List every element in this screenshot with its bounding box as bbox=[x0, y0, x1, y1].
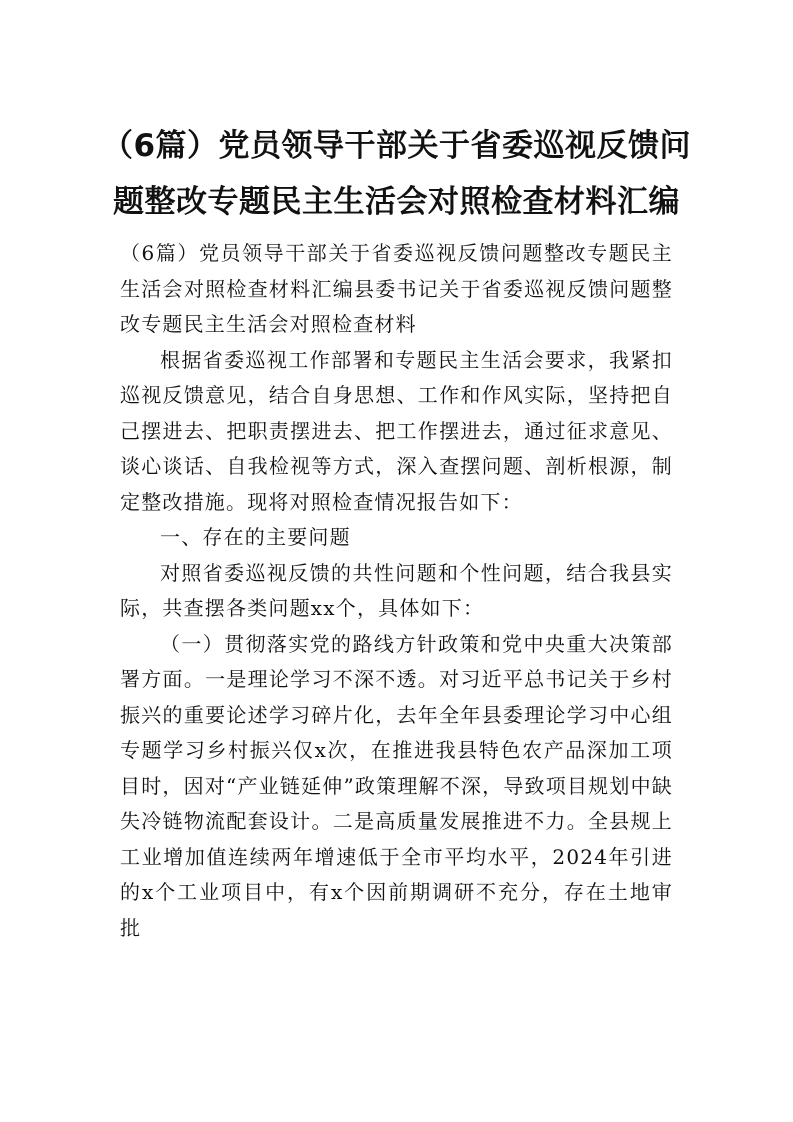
preface-paragraph: 根据省委巡视工作部署和专题民主生活会要求，我紧扣巡视反馈意见，结合自身思想、工作和作风实际，坚持把自己摆进去、把职责摆进去、把工作摆进去，通过征求意见、谈心谈话、自我检视等方式，深入查摆问题、剖析根源，制定整改措施。现将对照检查情况报告如下： bbox=[120, 347, 673, 514]
title-line-1: （6篇）党员领导干部关于省委巡视反馈问 bbox=[101, 128, 692, 164]
detail-paragraph: （一）贯彻落实党的路线方针政策和党中央重大决策部署方面。一是理论学习不深不透。对习近平总书记关于乡村振兴的重要论述学习碎片化，去年全年县委理论学习中心组专题学习乡村振兴仅x次，在推进我县特色农产品深加工项目时，因对“产业链延伸”政策理解不深，导致项目规划中缺失冷链物流配套设计。二是高质量发展推进不力。全县规上工业增加值连续两年增速低于全市平均水平，2024年引进的x个工业项目中，有x个因前期调研不充分，存在土地审批 bbox=[120, 631, 673, 940]
section-heading: 一、存在的主要问题 bbox=[160, 525, 351, 549]
intro-paragraph: （6篇）党员领导干部关于省委巡视反馈问题整改专题民主生活会对照检查材料汇编县委书记关于省委巡视反馈问题整改专题民主生活会对照检查材料 bbox=[120, 241, 673, 336]
title-line-2: 题整改专题民主生活会对照检查材料汇编 bbox=[113, 184, 680, 220]
document-title bbox=[100, 118, 693, 230]
document-body bbox=[120, 236, 673, 946]
summary-paragraph: 对照省委巡视反馈的共性问题和个性问题，结合我县实际，共查摆各类问题xx个，具体如下： bbox=[120, 560, 673, 620]
